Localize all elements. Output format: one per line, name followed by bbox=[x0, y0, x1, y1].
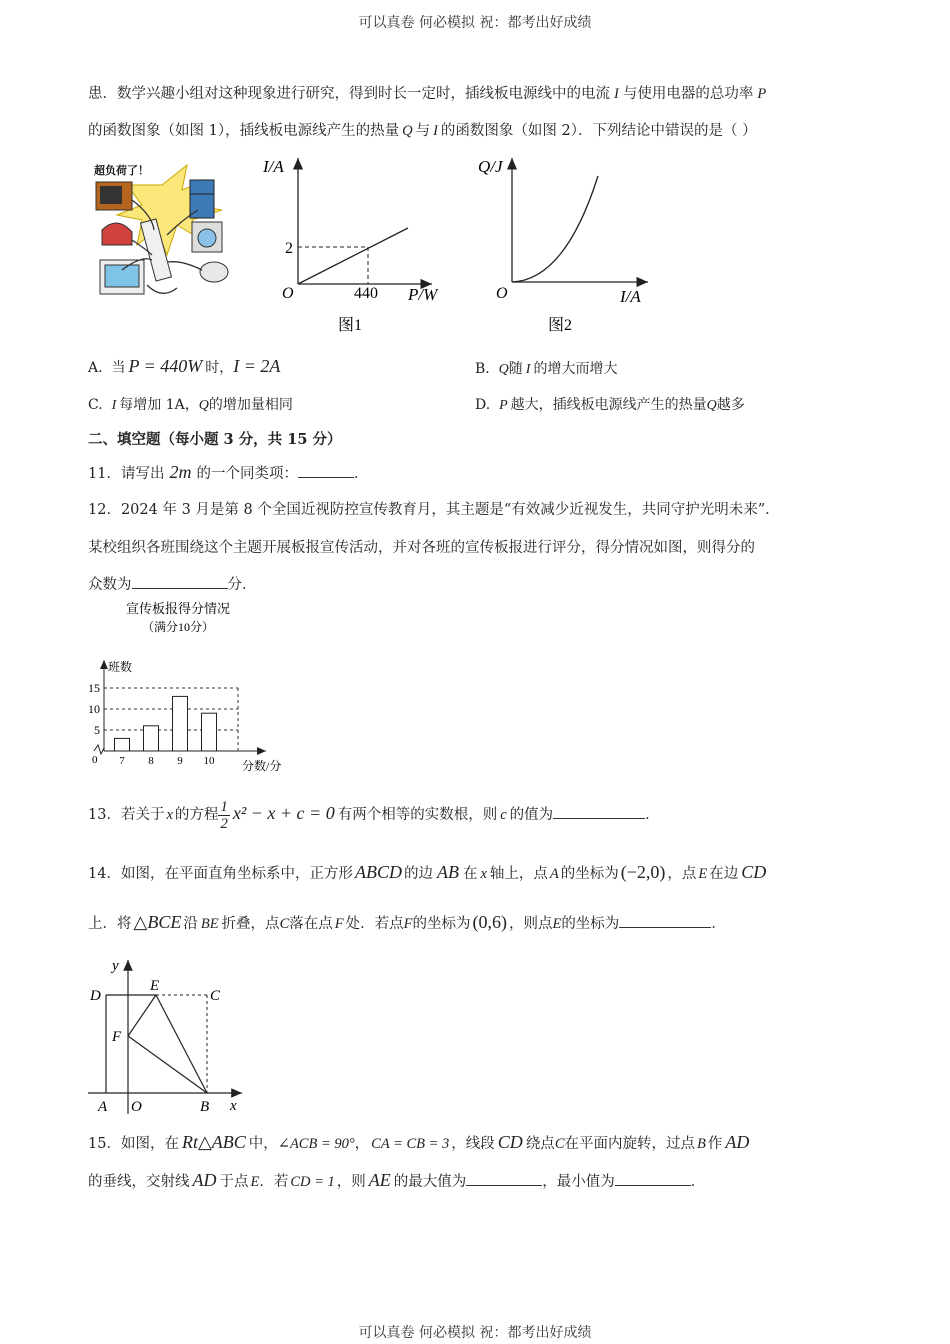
fig1-x-tick: 440 bbox=[354, 285, 378, 302]
y-tick-label: 10 bbox=[88, 702, 100, 716]
var: E bbox=[552, 916, 562, 932]
q13-text: 有两个相等的实数根，则 bbox=[337, 807, 498, 823]
q12-text: 众数为 bbox=[88, 577, 132, 593]
var-I: I bbox=[433, 123, 438, 139]
fig1-xlabel: P/W bbox=[408, 285, 438, 304]
answer-blank[interactable] bbox=[553, 804, 645, 819]
q15-text: ，线段 bbox=[451, 1136, 495, 1152]
option-expr: P = 440W bbox=[128, 356, 203, 376]
label-y: y bbox=[112, 958, 119, 974]
q10-text: 的函数图象（如图 1），插线板电源线产生的热量 bbox=[88, 123, 400, 139]
option-text: 时， bbox=[205, 360, 234, 376]
q14-text: 的边 bbox=[403, 866, 433, 882]
q10-text: 的函数图象（如图 2）．下列结论中错误的是（ ） bbox=[440, 123, 757, 139]
fig1-y-tick: 2 bbox=[285, 240, 293, 257]
q12-line2: 某校组织各班围绕这个主题开展板报宣传活动，并对各班的宣传板报进行评分，得分情况如图，则得分的 bbox=[88, 540, 755, 556]
fraction bbox=[218, 799, 230, 832]
axis-break bbox=[94, 745, 104, 754]
var: AE bbox=[368, 1170, 391, 1190]
var: BE bbox=[200, 916, 219, 932]
var: B bbox=[696, 1136, 706, 1152]
option-label: A. bbox=[88, 360, 103, 376]
q12-text: 分． bbox=[227, 577, 257, 593]
score-bar-chart bbox=[84, 596, 304, 776]
q13-text: ． bbox=[645, 807, 660, 823]
q15-text: 的垂线，交射线 bbox=[88, 1174, 190, 1190]
q13-equation: x² − x + c = 0 bbox=[232, 803, 335, 823]
q11-text: ． bbox=[353, 466, 369, 482]
figure-2 bbox=[470, 152, 670, 337]
q10-text: 与 bbox=[415, 123, 431, 139]
var: x bbox=[480, 866, 487, 882]
q15-text: 在平面内旋转，过点 bbox=[564, 1136, 695, 1152]
q11-expr: 2m bbox=[169, 462, 192, 482]
option-label: B. bbox=[475, 361, 490, 377]
label-C: C bbox=[210, 988, 221, 1004]
q14-text: 落在点 bbox=[289, 916, 333, 932]
q14-line2 bbox=[88, 912, 726, 933]
chart-xlabel: 分数/分 bbox=[242, 759, 282, 773]
q14-text: 折叠，点 bbox=[221, 916, 280, 932]
q12-line1: 12．2024 年 3 月是第 8 个全国近视防控宣传教育月，其主题是“有效减少近视发生，共同守护光明未来”． bbox=[88, 502, 780, 518]
fig2-origin: O bbox=[496, 285, 508, 302]
q13-text: 13．若关于 bbox=[88, 807, 165, 823]
q14-text: 轴上，点 bbox=[489, 866, 548, 882]
var: CD bbox=[741, 862, 767, 882]
q14-text: 处．若点 bbox=[345, 916, 404, 932]
fig2-curve bbox=[512, 176, 598, 282]
var-I: I bbox=[111, 398, 117, 413]
y-tick-label: 15 bbox=[88, 681, 100, 695]
q13-text: 的方程 bbox=[174, 807, 219, 823]
chart-origin: 0 bbox=[92, 754, 98, 766]
var: F bbox=[334, 916, 344, 932]
option-text: 越大，插线板电源线产生的热量 bbox=[510, 397, 707, 413]
var-P: P bbox=[499, 398, 508, 413]
coord: (−2,0) bbox=[620, 862, 666, 882]
x-tick-label: 9 bbox=[177, 755, 183, 767]
var: AD bbox=[725, 1132, 750, 1152]
page-footer: 可以真卷 何必模拟 祝：都考出好成绩 bbox=[358, 1325, 592, 1341]
q15-text: ，最小值为 bbox=[542, 1174, 615, 1190]
var-Q: Q bbox=[706, 398, 717, 413]
expr: ∠ACB = 90° bbox=[277, 1136, 355, 1152]
answer-blank[interactable] bbox=[619, 913, 711, 928]
q10-option-d bbox=[475, 394, 745, 414]
q14-text: 上．将 bbox=[88, 916, 132, 932]
bar-8 bbox=[144, 726, 159, 751]
var-P: P bbox=[757, 86, 767, 102]
label-O: O bbox=[131, 1099, 142, 1115]
frac-num: 1 bbox=[220, 798, 228, 815]
q15-text: ． bbox=[690, 1174, 706, 1190]
expr: CA = CB = 3 bbox=[371, 1136, 450, 1152]
q14-text: 沿 bbox=[183, 916, 198, 932]
q15-text: 的最大值为 bbox=[393, 1174, 467, 1190]
fig1-ylabel: I/A bbox=[263, 157, 284, 176]
var: △BCE bbox=[133, 912, 182, 932]
q15-text: ，则 bbox=[336, 1174, 366, 1190]
label-x: x bbox=[230, 1098, 237, 1114]
q10-option-a bbox=[88, 356, 280, 377]
label-A: A bbox=[98, 1099, 108, 1115]
var: CD bbox=[497, 1132, 523, 1152]
fig1-caption: 图1 bbox=[338, 317, 363, 334]
fig2-caption: 图2 bbox=[548, 317, 573, 334]
q14-line1 bbox=[88, 862, 766, 883]
coord: (0,6) bbox=[472, 912, 507, 932]
x-tick-label: 7 bbox=[119, 755, 125, 767]
q15-line2 bbox=[88, 1170, 705, 1191]
q10-line2 bbox=[88, 119, 757, 140]
q14-text: 14．如图，在平面直角坐标系中，正方形 bbox=[88, 866, 353, 882]
q14-figure bbox=[84, 952, 254, 1122]
q14-text: 在 bbox=[462, 866, 478, 882]
option-expr: I = 2A bbox=[233, 356, 281, 376]
label-B: B bbox=[200, 1099, 210, 1115]
chart-bars bbox=[115, 696, 217, 767]
q14-text: ． bbox=[711, 916, 726, 932]
q10-text: 与使用电器的总功率 bbox=[622, 86, 754, 102]
q13-text: 的值为 bbox=[509, 807, 554, 823]
label-E: E bbox=[150, 978, 160, 994]
answer-blank-max[interactable] bbox=[466, 1171, 542, 1186]
segment-EB bbox=[156, 995, 207, 1093]
var: ABCD bbox=[354, 862, 402, 882]
q14-text: ，点 bbox=[667, 866, 697, 882]
var-I: I bbox=[614, 86, 619, 102]
chart-title: 宣传板报得分情况 bbox=[125, 601, 231, 616]
var-I: I bbox=[525, 362, 531, 377]
q10-option-b bbox=[475, 358, 617, 378]
q10-option-c bbox=[88, 394, 293, 414]
var: AD bbox=[192, 1170, 217, 1190]
label-F: F bbox=[112, 1029, 122, 1045]
chart-ylabel: 班数 bbox=[108, 660, 133, 674]
expr: CD = 1 bbox=[290, 1174, 335, 1190]
fig2-ylabel: Q/J bbox=[478, 157, 503, 176]
page-header: 可以真卷 何必模拟 祝：都考出好成绩 bbox=[358, 15, 592, 31]
bar-7 bbox=[115, 738, 130, 751]
q11-text: 的一个同类项： bbox=[196, 466, 298, 482]
var: A bbox=[549, 866, 559, 882]
segment-FB bbox=[128, 1036, 207, 1093]
var: AB bbox=[436, 862, 459, 882]
q14-text: 在边 bbox=[709, 866, 739, 882]
q12-line3 bbox=[88, 573, 257, 594]
q13 bbox=[88, 796, 660, 832]
figure-1 bbox=[258, 152, 458, 337]
q15-line1 bbox=[88, 1132, 749, 1153]
expr: Rt△ABC bbox=[181, 1132, 246, 1152]
option-text: 越多 bbox=[716, 397, 745, 413]
option-text: 当 bbox=[111, 360, 126, 376]
option-text: 随 bbox=[508, 361, 523, 377]
var-Q: Q bbox=[198, 398, 209, 413]
segment-FE bbox=[128, 995, 156, 1036]
answer-blank-min[interactable] bbox=[615, 1171, 691, 1186]
q15-text: 于点 bbox=[219, 1174, 249, 1190]
frac-den: 2 bbox=[220, 815, 228, 832]
option-label: C. bbox=[88, 397, 103, 413]
fig1-origin: O bbox=[282, 285, 294, 302]
section-title: 二、填空题（每小题 3 分，共 15 分） bbox=[88, 431, 342, 448]
answer-blank[interactable] bbox=[298, 463, 354, 478]
y-tick-label: 5 bbox=[94, 723, 100, 737]
x-tick-label: 10 bbox=[203, 755, 215, 767]
bar-10 bbox=[202, 713, 217, 751]
q15-text: 作 bbox=[707, 1136, 723, 1152]
q15-text: ， bbox=[354, 1136, 370, 1152]
option-label: D. bbox=[475, 397, 491, 413]
x-tick-label: 8 bbox=[148, 755, 154, 767]
fig2-xlabel: I/A bbox=[620, 287, 641, 306]
option-text: 的增加量相同 bbox=[208, 397, 293, 413]
var: C bbox=[554, 1136, 565, 1152]
fig1-line bbox=[298, 228, 408, 284]
overload-cartoon bbox=[92, 160, 242, 300]
q10-text: 患．数学兴趣小组对这种现象进行研究，得到时长一定时，插线板电源线中的电流 bbox=[88, 86, 610, 102]
q15-text: 中， bbox=[248, 1136, 278, 1152]
var-x: x bbox=[166, 807, 173, 823]
var: E bbox=[250, 1174, 260, 1190]
var-Q: Q bbox=[402, 123, 413, 139]
option-text: 的增大而增大 bbox=[533, 361, 618, 377]
q10-line1 bbox=[88, 82, 766, 103]
var: F bbox=[403, 916, 413, 932]
var: E bbox=[698, 866, 708, 882]
q11 bbox=[88, 462, 368, 483]
q15-text: 绕点 bbox=[525, 1136, 555, 1152]
q11-text: 11．请写出 bbox=[88, 466, 165, 482]
q14-text: 的坐标为 bbox=[560, 866, 619, 882]
q15-text: ．若 bbox=[259, 1174, 289, 1190]
var: C bbox=[279, 916, 290, 932]
q15-text: 15．如图，在 bbox=[88, 1136, 179, 1152]
label-D: D bbox=[90, 988, 101, 1004]
option-text: 每增加 1A， bbox=[119, 397, 199, 413]
q14-text: ，则点 bbox=[508, 916, 553, 932]
var-c: c bbox=[500, 807, 507, 823]
q14-text: 的坐标为 bbox=[561, 916, 620, 932]
var-Q: Q bbox=[498, 362, 509, 377]
q14-text: 的坐标为 bbox=[412, 916, 471, 932]
bar-9 bbox=[173, 696, 188, 751]
cartoon-caption: 超负荷了！ bbox=[94, 165, 149, 177]
answer-blank[interactable] bbox=[132, 574, 228, 589]
chart-subtitle: （满分10分） bbox=[141, 620, 215, 634]
